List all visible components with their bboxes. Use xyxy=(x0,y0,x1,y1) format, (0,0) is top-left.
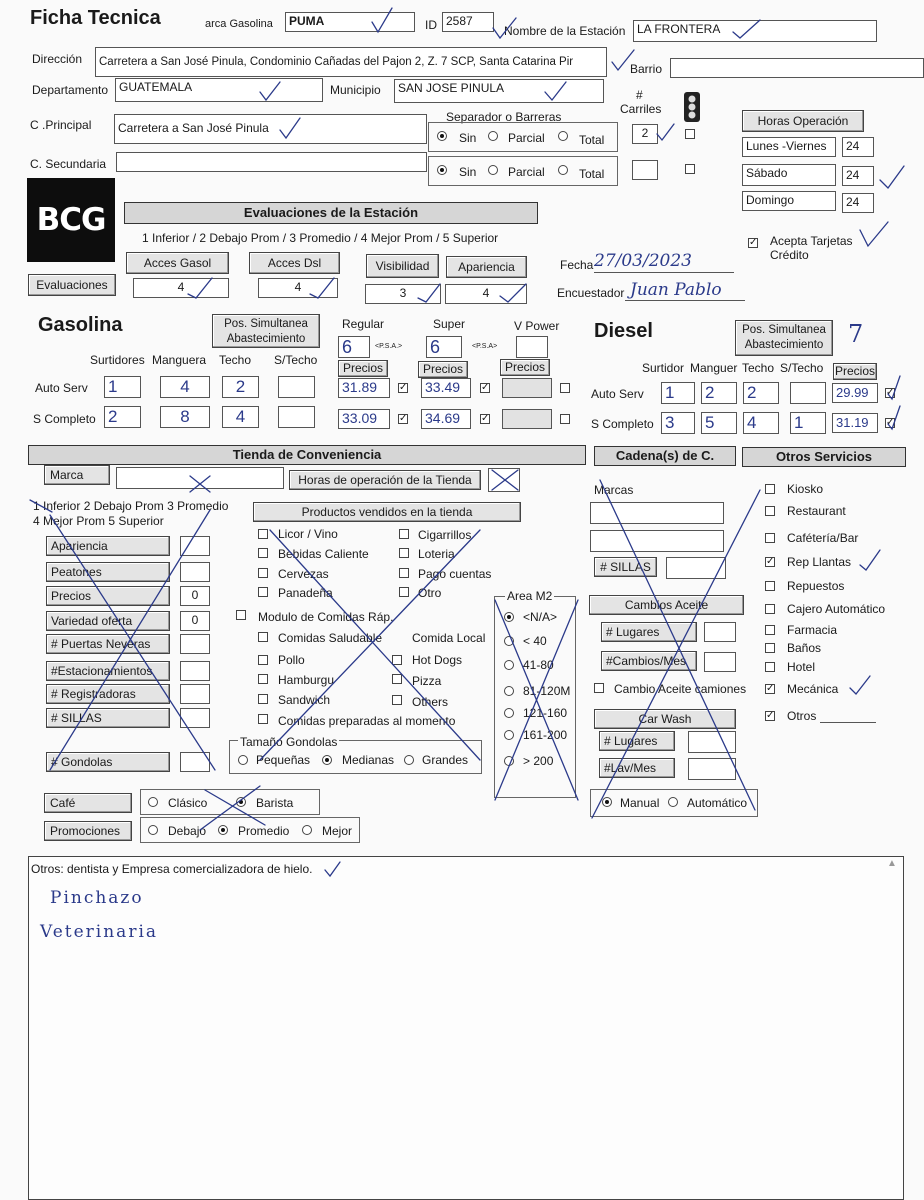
evaluaciones-header: Evaluaciones de la Estación xyxy=(124,202,538,224)
horas-sabado-field[interactable]: 24 xyxy=(842,166,874,186)
wash-manual-label: Manual xyxy=(620,796,660,810)
tienda-eval-label[interactable]: # Registradoras xyxy=(46,684,170,704)
gondolas-pequenas-label: Pequeñas xyxy=(256,753,311,767)
gas-row1-surtidores[interactable]: 1 xyxy=(104,376,141,398)
carwash-lugares-field[interactable] xyxy=(688,731,736,753)
acces-gasol-button[interactable]: Acces Gasol xyxy=(126,252,229,274)
super-psa-field[interactable]: 6 xyxy=(426,336,462,358)
horas-lunes-field[interactable]: 24 xyxy=(842,137,874,157)
vpower-psa-field[interactable] xyxy=(516,336,548,358)
area-option-radio[interactable] xyxy=(504,660,514,670)
gas-row2-manguera[interactable]: 8 xyxy=(160,406,210,428)
area-option-label: < 40 xyxy=(523,634,547,648)
carwash-lav-field[interactable] xyxy=(688,758,736,780)
tienda-eval-label[interactable]: Peatones xyxy=(46,562,170,582)
servicio-checkbox[interactable] xyxy=(765,581,775,591)
visibilidad-field[interactable]: 3 xyxy=(365,284,441,304)
prod-bebidas-check[interactable] xyxy=(258,548,268,558)
super-precios-label[interactable]: Precios xyxy=(418,361,468,378)
promo-promedio-radio[interactable] xyxy=(218,825,228,835)
promo-mejor-label: Mejor xyxy=(322,824,353,838)
gas-row2-surtidores[interactable]: 2 xyxy=(104,406,141,428)
servicio-checkbox[interactable]: ✓ xyxy=(766,683,775,694)
form-title: Ficha Tecnica xyxy=(30,7,161,29)
tienda-scale-1: 1 Inferior 2 Debajo Prom 3 Promedio xyxy=(33,499,229,513)
gondolas-medianas-label: Medianas xyxy=(342,753,395,767)
wash-automatico-label: Automático xyxy=(687,796,748,810)
horas-sabado-label: Sábado xyxy=(742,164,836,186)
productos-title[interactable]: Productos vendidos en la tienda xyxy=(253,502,521,522)
visibilidad-button[interactable]: Visibilidad xyxy=(366,254,439,278)
comidas-preparadas-label: Comidas preparadas al momento xyxy=(278,714,456,728)
prod-pago-check[interactable] xyxy=(399,568,409,578)
servicio-checkbox[interactable] xyxy=(765,625,775,635)
gas-row1-vpower-precio[interactable] xyxy=(502,378,552,398)
cafe-clasico-label: Clásico xyxy=(168,796,208,810)
gas-row1-super-precio[interactable]: 33.49 xyxy=(421,378,471,398)
gondolas-pequenas-radio[interactable] xyxy=(238,755,248,765)
comida-hamburguesa-check[interactable] xyxy=(258,674,268,684)
encuestador-field[interactable]: Juan Pablo xyxy=(630,280,722,300)
separador1-sin-radio[interactable] xyxy=(437,131,447,141)
comidas-preparadas-check[interactable] xyxy=(258,714,268,724)
servicio-checkbox[interactable] xyxy=(765,533,775,543)
servicio-checkbox[interactable]: ✓ xyxy=(766,556,775,567)
servicio-checkbox[interactable] xyxy=(765,662,775,672)
comida-hotdogs-check[interactable] xyxy=(392,655,402,665)
car-wash-button[interactable]: Car Wash xyxy=(594,709,736,729)
promo-promedio-label: Promedio xyxy=(238,824,290,838)
diesel-row2-techo[interactable]: 4 xyxy=(743,412,779,434)
tarjetas-label-1: Acepta Tarjetas xyxy=(770,234,853,248)
gas-row2-regular-check[interactable]: ✓ xyxy=(399,413,408,424)
cafe-barista-label: Barista xyxy=(256,796,294,810)
tienda-horas-label[interactable] xyxy=(289,470,481,490)
departamento-label: Departamento xyxy=(32,83,109,97)
comida-pizza-check[interactable] xyxy=(392,674,402,684)
vpower-precios-label[interactable]: Precios xyxy=(500,359,550,376)
servicio-checkbox[interactable] xyxy=(765,604,775,614)
otros-textarea[interactable] xyxy=(28,856,904,1200)
col-techo: Techo xyxy=(219,353,252,367)
cafe-label[interactable]: Café xyxy=(44,793,132,813)
tienda-eval-field[interactable] xyxy=(180,536,210,556)
servicio-label: Kiosko xyxy=(787,482,824,496)
tienda-eval-label[interactable]: Variedad oferta xyxy=(46,611,170,631)
carriles-checkbox-1[interactable] xyxy=(685,129,695,139)
gas-row1-manguera[interactable]: 4 xyxy=(160,376,210,398)
tienda-marca-field[interactable] xyxy=(116,467,284,489)
separador2-sin-radio[interactable] xyxy=(437,165,447,175)
area-option-radio[interactable] xyxy=(504,686,514,696)
direccion-label: Dirección xyxy=(32,52,83,66)
separador2-parcial-label: Parcial xyxy=(508,165,545,179)
separador1-total-radio[interactable] xyxy=(558,131,568,141)
cprincipal-label: C .Principal xyxy=(30,118,92,132)
horas-lunes-label: Lunes -Viernes xyxy=(742,137,836,157)
carwash-lav-label[interactable]: #Lav/Mes xyxy=(599,758,675,778)
servicio-label: Mecánica xyxy=(787,682,839,696)
gasolina-pos-button[interactable] xyxy=(212,314,320,348)
comidas-saludable-label: Comidas Saludable xyxy=(278,631,383,645)
gas-row1-stecho[interactable] xyxy=(278,376,315,398)
col-surtidores: Surtidores xyxy=(90,353,145,367)
tienda-header: Tienda de Conveniencia xyxy=(28,445,586,465)
tienda-eval-field[interactable] xyxy=(180,708,210,728)
tienda-eval-label[interactable]: # Puertas Neveras xyxy=(46,634,170,654)
diesel-row1-check[interactable]: ✓ xyxy=(886,387,895,398)
promo-debajo-radio[interactable] xyxy=(148,825,158,835)
encuestador-label: Encuestador xyxy=(557,286,625,300)
cambios-mes-label[interactable]: #Cambios/Mes xyxy=(601,651,697,671)
prod-bebidas-label: Bebidas Caliente xyxy=(278,547,369,561)
otros-hw-1: Pinchazo xyxy=(50,888,144,908)
servicio-label: Cajero Automático xyxy=(787,602,886,616)
wash-automatico-radio[interactable] xyxy=(668,797,678,807)
comida-sandwich-label: Sandwich xyxy=(278,693,331,707)
comida-sandwich-check[interactable] xyxy=(258,694,268,704)
comida-hamburguesa-label: Hamburgu xyxy=(278,673,335,687)
diesel-col-stecho: S/Techo xyxy=(780,361,824,375)
tienda-eval-field[interactable]: 0 xyxy=(180,611,210,631)
cadena-sillas-field[interactable] xyxy=(666,557,726,579)
diesel-col-manguer: Manguer xyxy=(690,361,738,375)
tienda-eval-field[interactable] xyxy=(180,634,210,654)
separador1-parcial-label: Parcial xyxy=(508,131,545,145)
tienda-eval-field[interactable] xyxy=(180,684,210,704)
comida-others-check[interactable] xyxy=(392,695,402,705)
cadena-header: Cadena(s) de C. xyxy=(594,446,736,466)
servicio-label: Farmacia xyxy=(787,623,838,637)
prod-otro-check[interactable] xyxy=(399,587,409,597)
separador1-parcial-radio[interactable] xyxy=(488,131,498,141)
acces-dsl-field[interactable]: 4 xyxy=(258,278,338,298)
tienda-eval-label[interactable]: # Gondolas xyxy=(46,752,170,772)
scroll-up-icon[interactable]: ▲ xyxy=(887,858,897,869)
cafe-clasico-radio[interactable] xyxy=(148,797,158,807)
tienda-horas-text: Horas de operación de la Tienda xyxy=(298,473,472,487)
otros-hw-2: Veterinaria xyxy=(40,922,159,942)
diesel-row1-techo[interactable]: 2 xyxy=(743,382,779,404)
carriles-field-2[interactable] xyxy=(632,160,658,180)
servicio-label: Cafétería/Bar xyxy=(787,531,859,545)
gondolas-grandes-radio[interactable] xyxy=(404,755,414,765)
cadena-marca-field-2[interactable] xyxy=(590,530,724,552)
wash-manual-radio[interactable] xyxy=(602,797,612,807)
tarjetas-label-2: Crédito xyxy=(770,248,809,262)
separador2-total-label: Total xyxy=(579,167,605,181)
horas-operacion-button[interactable]: Horas Operación xyxy=(742,110,864,132)
prod-pago-label: Pago cuentas xyxy=(418,567,492,581)
vpower-label: V Power xyxy=(514,319,560,333)
psa-tag-2: <P.S.A> xyxy=(472,343,498,350)
area-option-label: 121-160 xyxy=(523,706,568,720)
servicios-header: Otros Servicios xyxy=(742,447,906,467)
cambios-lugares-field[interactable] xyxy=(704,622,736,642)
horas-domingo-label: Domingo xyxy=(742,191,836,211)
servicio-checkbox[interactable] xyxy=(765,643,775,653)
tienda-scale-2: 4 Mejor Prom 5 Superior xyxy=(33,514,164,528)
gas-row2-super-precio[interactable]: 34.69 xyxy=(421,409,471,429)
municipio-label: Municipio xyxy=(330,83,381,97)
cprincipal-field[interactable]: Carretera a San José Pinula xyxy=(114,114,427,144)
cambio-camiones-check[interactable] xyxy=(594,683,604,693)
evaluaciones-scale: 1 Inferior / 2 Debajo Prom / 3 Promedio / 4 Mejor Prom / 5 Superior xyxy=(142,231,499,245)
cambios-lugares-label[interactable]: # Lugares xyxy=(601,622,697,642)
gas-row1-regular-check[interactable]: ✓ xyxy=(399,382,408,393)
area-option-label: > 200 xyxy=(523,754,554,768)
gasolina-pos-label-2: Abastecimiento xyxy=(226,333,306,345)
gas-row1-techo[interactable]: 2 xyxy=(222,376,259,398)
area-option-radio[interactable] xyxy=(504,730,514,740)
gas-row2-stecho[interactable] xyxy=(278,406,315,428)
cadena-marca-field-1[interactable] xyxy=(590,502,724,524)
col-manguera: Manguera xyxy=(152,353,207,367)
diesel-col-precios[interactable]: Precios xyxy=(834,364,875,378)
municipio-field[interactable]: SAN JOSE PINULA xyxy=(394,79,604,103)
promo-mejor-radio[interactable] xyxy=(302,825,312,835)
prod-licor-check[interactable] xyxy=(258,529,268,539)
diesel-row2-label: S Completo xyxy=(591,417,654,431)
promo-debajo-label: Debajo xyxy=(168,824,207,838)
gas-row2-techo[interactable]: 4 xyxy=(222,406,259,428)
fecha-label: Fecha xyxy=(560,258,594,272)
area-option-label: 41-80 xyxy=(523,658,554,672)
servicio-label: Hotel xyxy=(787,660,816,674)
col-stecho: S/Techo xyxy=(274,353,318,367)
gas-row1-super-check[interactable]: ✓ xyxy=(481,382,490,393)
diesel-row1-manguer[interactable]: 2 xyxy=(701,382,737,404)
gas-row2-super-check[interactable]: ✓ xyxy=(481,413,490,424)
promociones-label[interactable]: Promociones xyxy=(44,821,132,841)
area-option-radio[interactable] xyxy=(504,756,514,766)
otros-text: Otros: dentista y Empresa comercializadora de hielo. xyxy=(31,862,313,876)
area-title: Area M2 xyxy=(507,589,553,603)
servicio-label: Otros xyxy=(787,709,817,723)
diesel-pos-label-1: Pos. Simultanea xyxy=(742,324,826,336)
diesel-col-surtidor: Surtidor xyxy=(642,361,685,375)
comida-pollo-label: Pollo xyxy=(278,653,305,667)
otros-blank-line xyxy=(820,722,876,723)
marca-field[interactable]: PUMA xyxy=(285,12,415,32)
servicio-label: Restaurant xyxy=(787,504,846,518)
separador2-sin-label: Sin xyxy=(459,165,477,179)
diesel-row1-surtidor[interactable]: 1 xyxy=(661,382,695,404)
comida-pizza-label: Pizza xyxy=(412,674,442,688)
acces-dsl-button[interactable]: Acces Dsl xyxy=(249,252,340,274)
modulo-comidas-label: Modulo de Comidas Ráp. xyxy=(258,610,394,624)
prod-cervezas-label: Cervezas xyxy=(278,567,329,581)
diesel-pos-value[interactable]: 7 xyxy=(848,320,864,348)
area-option-radio[interactable] xyxy=(504,636,514,646)
area-option-radio[interactable] xyxy=(504,708,514,718)
barrio-field[interactable] xyxy=(670,58,924,78)
carwash-lugares-label[interactable]: # Lugares xyxy=(599,731,675,751)
servicio-checkbox[interactable]: ✓ xyxy=(766,710,775,721)
diesel-row2-manguer[interactable]: 5 xyxy=(701,412,737,434)
tienda-eval-label[interactable]: Precios xyxy=(46,586,170,606)
diesel-row1-precio[interactable]: 29.99 xyxy=(832,383,878,403)
estacion-label: Nombre de la Estación xyxy=(504,24,626,38)
tienda-eval-field[interactable] xyxy=(180,752,210,772)
encuestador-underline xyxy=(625,300,745,301)
gas-row2-regular-precio[interactable]: 33.09 xyxy=(338,409,390,429)
separador2-total-radio[interactable] xyxy=(558,165,568,175)
area-option-label: 81-120M xyxy=(523,684,571,698)
separador1-sin-label: Sin xyxy=(459,131,477,145)
regular-precios-label[interactable]: Precios xyxy=(338,360,388,377)
servicio-label: Repuestos xyxy=(787,579,845,593)
prod-panaderia-check[interactable] xyxy=(258,587,268,597)
cambios-aceite-button[interactable]: Cambios Aceite xyxy=(589,595,744,615)
tienda-marca-label[interactable]: Marca xyxy=(44,465,110,485)
direccion-field[interactable]: Carretera a San José Pinula, Condominio Cañadas del Pajon 2, Z. 7 SCP, Santa Catarina Pir xyxy=(95,47,607,77)
gas-row1-regular-precio[interactable]: 31.89 xyxy=(338,378,390,398)
diesel-pos-button[interactable] xyxy=(735,320,833,356)
cambio-camiones-label: Cambio Aceite camiones xyxy=(614,682,747,696)
gas-row2-vpower-precio[interactable] xyxy=(502,409,552,429)
cadena-marcas-label: Marcas xyxy=(594,483,634,497)
gondolas-medianas-radio[interactable] xyxy=(322,755,332,765)
barrio-label: Barrio xyxy=(630,62,663,76)
marca-label: arca Gasolina xyxy=(205,18,273,30)
separador1-total-label: Total xyxy=(579,133,605,147)
cadena-sillas-label[interactable]: # SILLAS xyxy=(594,557,657,577)
prod-loteria-check[interactable] xyxy=(399,548,409,558)
apariencia-button[interactable]: Apariencia xyxy=(446,256,527,278)
csecundaria-label: C. Secundaria xyxy=(30,157,107,171)
apariencia-field[interactable]: 4 xyxy=(445,284,527,304)
carriles-hash: # xyxy=(636,88,643,102)
diesel-row2-stecho[interactable]: 1 xyxy=(790,412,826,434)
fecha-field[interactable]: 27/03/2023 xyxy=(594,251,692,271)
comida-pollo-check[interactable] xyxy=(258,655,268,665)
super-label: Super xyxy=(433,317,466,331)
traffic-light-icon xyxy=(678,90,706,124)
prod-cigarrillos-check[interactable] xyxy=(399,529,409,539)
tienda-horas-field[interactable] xyxy=(488,468,520,492)
bcg-logo: BCG xyxy=(27,178,115,262)
carriles-checkbox-2[interactable] xyxy=(685,164,695,174)
tarjetas-checkbox[interactable]: ✓ xyxy=(749,237,758,248)
prod-otro-label: Otro xyxy=(418,586,442,600)
prod-cigarrillos-label: Cigarrillos xyxy=(418,528,472,542)
tienda-eval-label[interactable]: # SILLAS xyxy=(46,708,170,728)
comida-local-label: Comida Local xyxy=(412,631,486,645)
gasolina-pos-label-1: Pos. Simultanea xyxy=(224,318,308,330)
regular-psa-field[interactable]: 6 xyxy=(338,336,370,358)
horas-domingo-field[interactable]: 24 xyxy=(842,193,874,213)
cafe-barista-radio[interactable] xyxy=(236,797,246,807)
tienda-eval-field[interactable] xyxy=(180,562,210,582)
diesel-row2-surtidor[interactable]: 3 xyxy=(661,412,695,434)
separador2-parcial-radio[interactable] xyxy=(488,165,498,175)
gondolas-title: Tamaño Gondolas xyxy=(240,735,338,749)
fecha-underline xyxy=(594,272,734,273)
id-field[interactable]: 2587 xyxy=(442,12,494,32)
tienda-eval-label[interactable]: Apariencia xyxy=(46,536,170,556)
csecundaria-field[interactable] xyxy=(116,152,427,172)
servicio-checkbox[interactable] xyxy=(765,484,775,494)
area-option-label: 161-200 xyxy=(523,728,568,742)
diesel-pos-label-2: Abastecimiento xyxy=(744,339,824,351)
gasolina-title: Gasolina xyxy=(38,314,123,336)
acces-gasol-field[interactable]: 4 xyxy=(133,278,229,298)
tienda-eval-field[interactable] xyxy=(180,661,210,681)
separador-title: Separador o Barreras xyxy=(446,110,562,124)
comida-hotdogs-label: Hot Dogs xyxy=(412,653,463,667)
gondolas-grandes-label: Grandes xyxy=(422,753,469,767)
prod-panaderia-label: Panadeña xyxy=(278,586,333,600)
gas-row1-label: Auto Serv xyxy=(35,381,88,395)
diesel-title: Diesel xyxy=(594,320,653,342)
servicio-checkbox[interactable] xyxy=(765,506,775,516)
carriles-label: Carriles xyxy=(620,102,662,116)
comida-others-label: Others xyxy=(412,695,449,709)
gas-row2-vpower-check[interactable] xyxy=(560,414,570,424)
comidas-saludable-check[interactable] xyxy=(258,632,268,642)
prod-loteria-label: Loteria xyxy=(418,547,455,561)
prod-licor-label: Licor / Vino xyxy=(278,527,338,541)
prod-cervezas-check[interactable] xyxy=(258,568,268,578)
diesel-col-techo: Techo xyxy=(742,361,775,375)
carriles-field-1[interactable]: 2 xyxy=(632,124,658,144)
diesel-row1-stecho[interactable] xyxy=(790,382,826,404)
psa-tag-1: <P.S.A.> xyxy=(375,343,403,350)
diesel-row1-label: Auto Serv xyxy=(591,387,644,401)
id-label: ID xyxy=(425,18,437,32)
estacion-field[interactable]: LA FRONTERA xyxy=(633,20,877,42)
servicio-label: Rep Llantas xyxy=(787,555,852,569)
tienda-eval-label[interactable]: #Estacionamientos xyxy=(46,661,170,681)
area-option-radio[interactable] xyxy=(504,612,514,622)
tienda-eval-field[interactable]: 0 xyxy=(180,586,210,606)
diesel-row2-check[interactable]: ✓ xyxy=(886,417,895,428)
diesel-row2-precio[interactable]: 31.19 xyxy=(832,413,878,433)
area-option-label: <N/A> xyxy=(523,610,558,624)
evaluaciones-label[interactable]: Evaluaciones xyxy=(28,274,116,296)
gas-row1-vpower-check[interactable] xyxy=(560,383,570,393)
gas-row2-label: S Completo xyxy=(33,412,96,426)
modulo-comidas-check[interactable] xyxy=(236,610,246,620)
servicio-label: Baños xyxy=(787,641,822,655)
cambios-mes-field[interactable] xyxy=(704,652,736,672)
regular-label: Regular xyxy=(342,317,385,331)
departamento-field[interactable]: GUATEMALA xyxy=(115,78,323,102)
